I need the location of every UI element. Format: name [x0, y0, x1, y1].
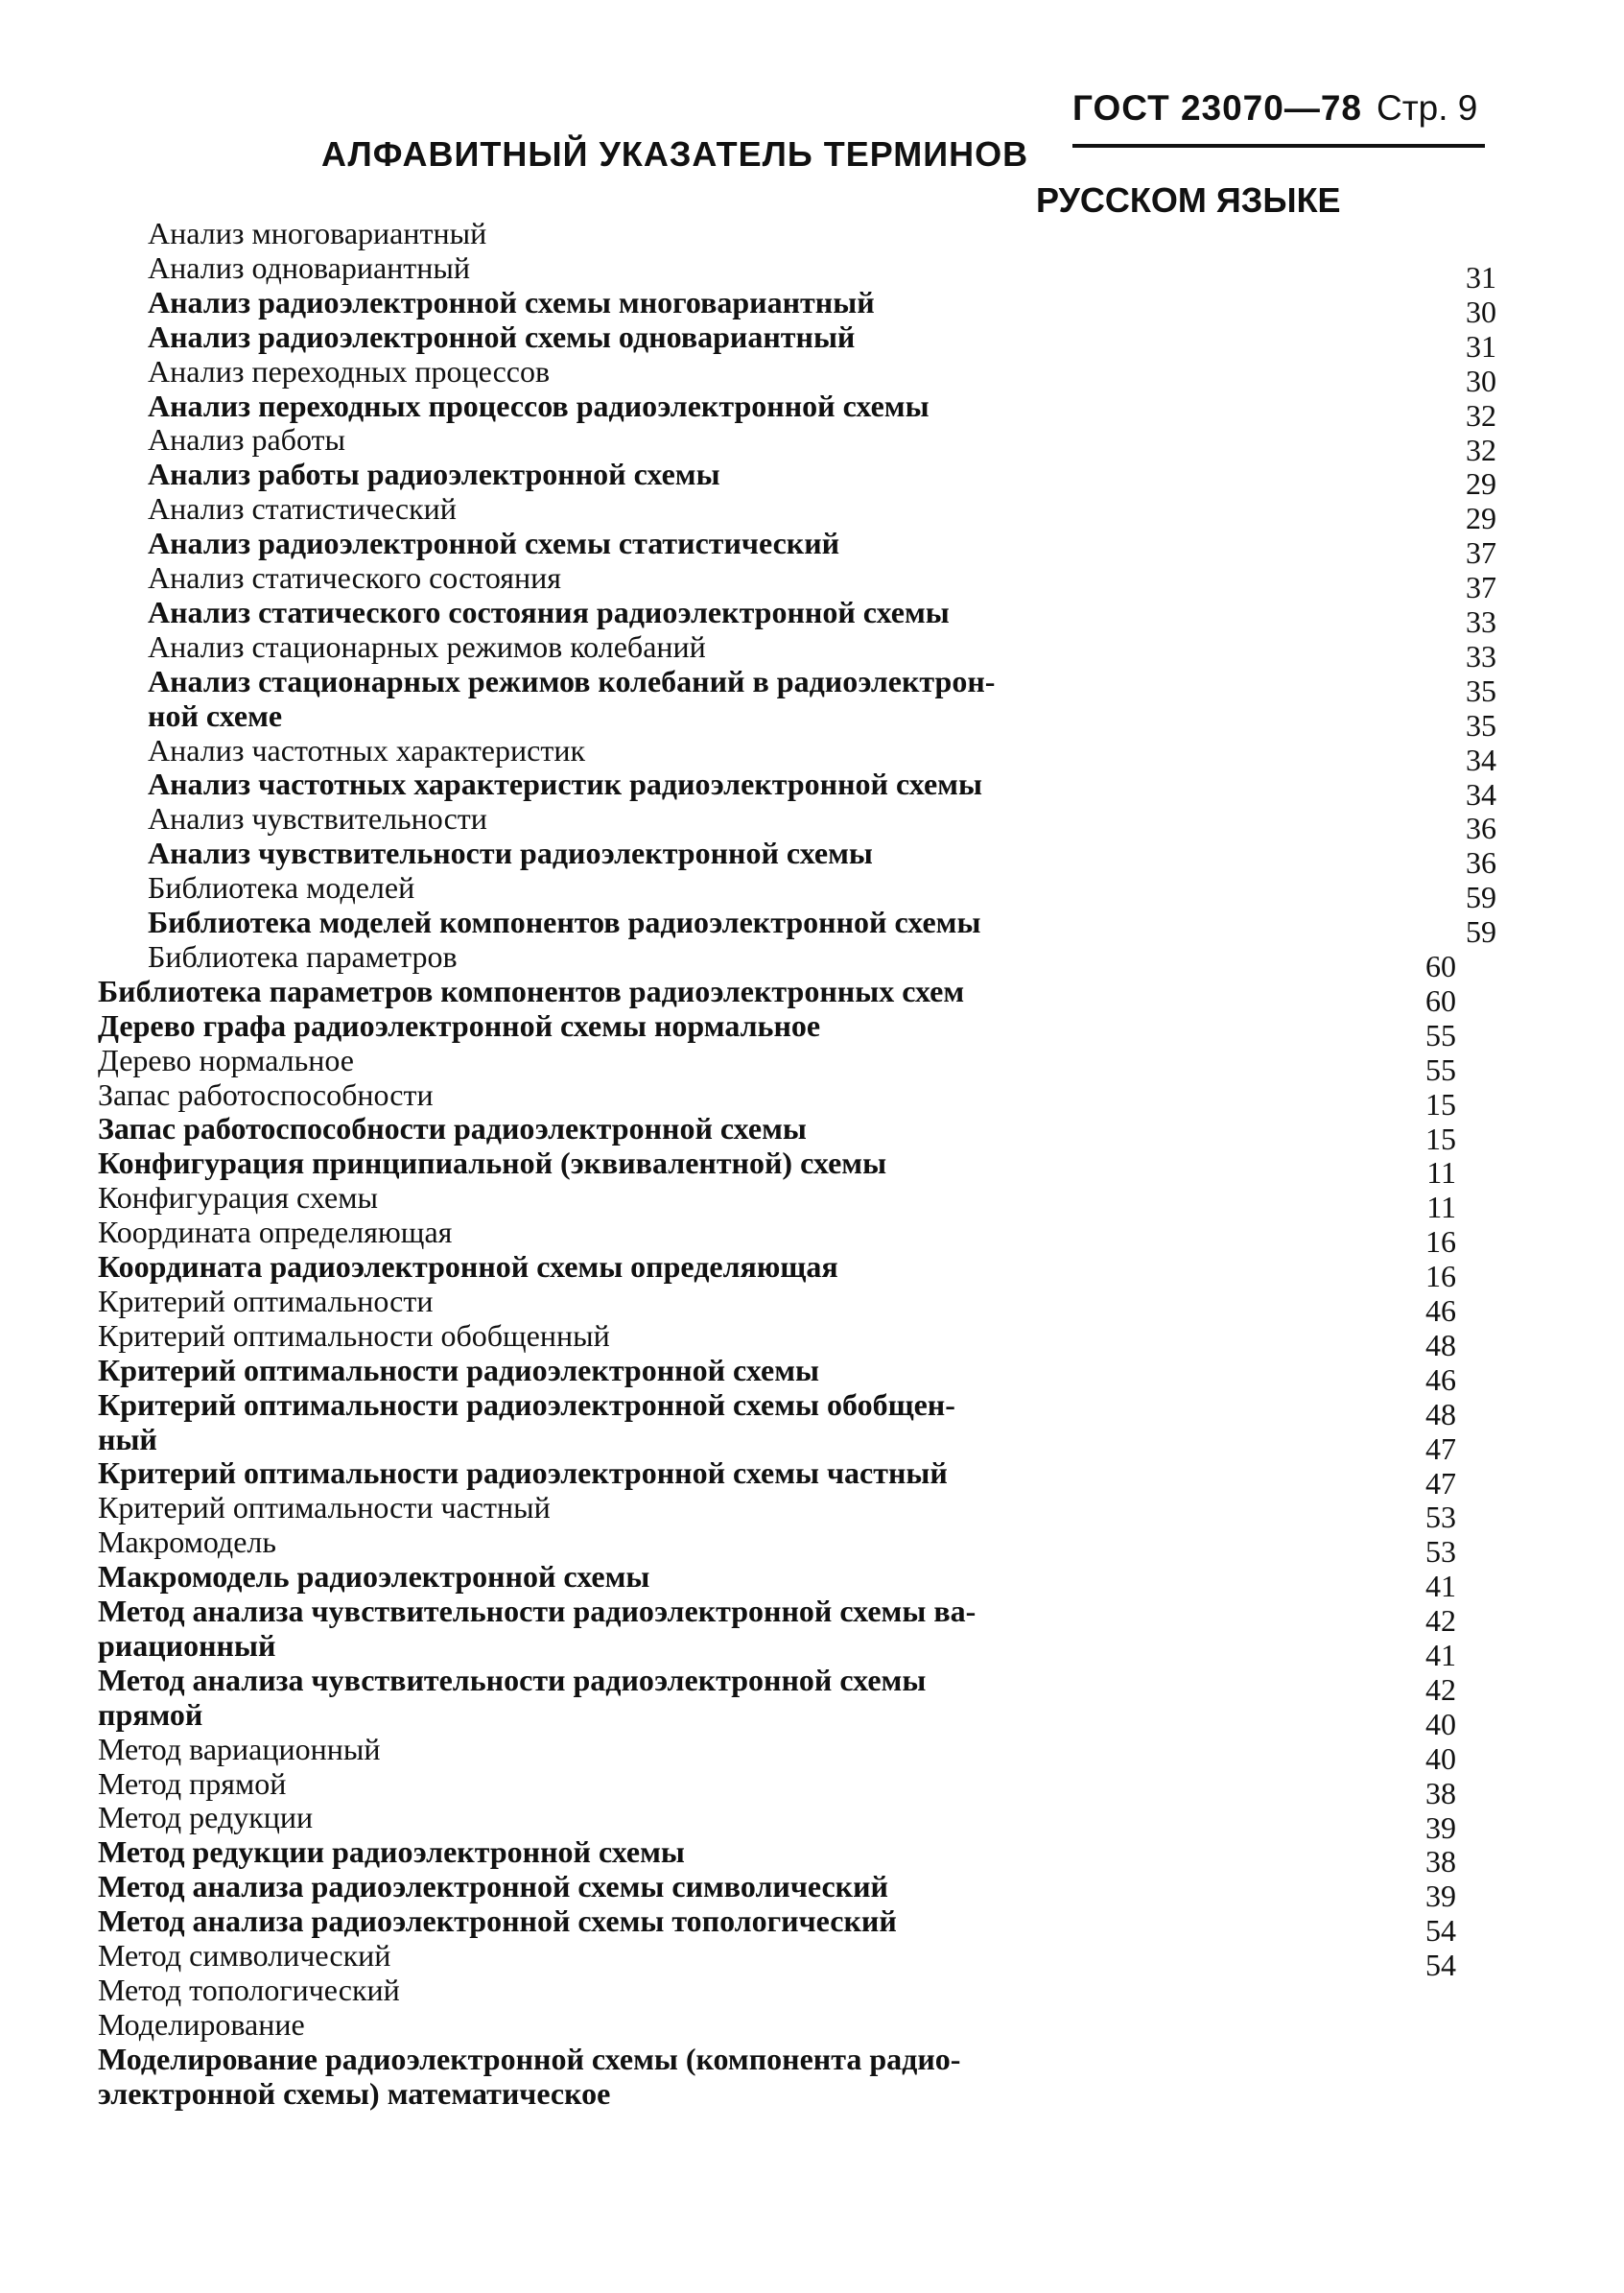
page-reference: 40 [1425, 1706, 1456, 1741]
index-entry: Анализ стационарных режимов колебаний в радиоэлектрон- [148, 663, 996, 698]
page-reference: 39 [1425, 1809, 1456, 1845]
page-reference: 53 [1425, 1500, 1456, 1535]
index-entry: Библиотека моделей [148, 870, 415, 906]
page-reference: 54 [1425, 1948, 1456, 1983]
page-reference: 30 [1466, 363, 1496, 398]
index-title-continued: РУССКОМ ЯЗЫКЕ [1036, 180, 1341, 220]
index-entry: Критерий оптимальности радиоэлектронной схемы частный [98, 1455, 948, 1491]
index-entry: Метод редукции [98, 1800, 314, 1835]
index-entry: Анализ стационарных режимов колебаний [148, 628, 706, 664]
page-number: Стр. 9 [1377, 88, 1478, 128]
index-entry: Анализ чувствительности [148, 801, 487, 837]
index-title: АЛФАВИТНЫЙ УКАЗАТЕЛЬ ТЕРМИНОВ [321, 134, 1029, 174]
page-reference: 32 [1466, 397, 1496, 433]
page-reference: 59 [1466, 914, 1496, 950]
index-entry: Моделирование радиоэлектронной схемы (компонента радио- [98, 2041, 961, 2076]
page-reference: 36 [1466, 845, 1496, 881]
index-entry: Макромодель [98, 1525, 276, 1560]
index-entry: Анализ переходных процессов [148, 353, 551, 389]
page-reference: 36 [1466, 811, 1496, 846]
page-reference: 60 [1425, 949, 1456, 983]
index-entry: Метод прямой [98, 1765, 287, 1801]
page-reference: 37 [1466, 535, 1496, 571]
header-rule [1072, 144, 1485, 148]
index-entry: Анализ статического состояния [148, 560, 561, 595]
page-reference: 40 [1425, 1740, 1456, 1776]
index-entry: Анализ радиоэлектронной схемы многовариантный [148, 284, 875, 319]
index-entry: Анализ статистический [148, 491, 457, 527]
index-entry: Анализ частотных характеристик [148, 732, 585, 768]
index-entry: риационный [98, 1627, 276, 1663]
index-entry: Метод редукции радиоэлектронной схемы [98, 1834, 685, 1870]
page-reference: 38 [1425, 1844, 1456, 1879]
index-entry: Критерий оптимальности радиоэлектронной схемы [98, 1352, 819, 1387]
page-reference: 34 [1466, 742, 1496, 777]
page-reference: 47 [1425, 1465, 1456, 1501]
index-entry: Анализ радиоэлектронной схемы статистический [148, 526, 840, 561]
standard-number: ГОСТ 23070—78 [1072, 88, 1362, 128]
page-reference: 39 [1425, 1879, 1456, 1914]
index-entry: Дерево нормальное [98, 1042, 354, 1077]
page-reference: 42 [1425, 1603, 1456, 1639]
page-reference: 46 [1425, 1293, 1456, 1328]
page-reference: 30 [1466, 294, 1496, 329]
index-entry: Дерево графа радиоэлектронной схемы нормальное [98, 1007, 821, 1043]
index-entry: Анализ статического состояния радиоэлектронной схемы [148, 594, 950, 629]
index-entry: Конфигурация принципиальной (эквивалентной) схемы [98, 1146, 887, 1181]
page-reference: 54 [1425, 1913, 1456, 1949]
index-entry: Библиотека параметров компонентов радиоэлектронных схем [98, 973, 965, 1008]
index-entry: Анализ работы [148, 422, 345, 458]
index-entry: ный [98, 1421, 157, 1456]
index-entry: Анализ чувствительности радиоэлектронной схемы [148, 836, 873, 871]
index-entry: Координата определяющая [98, 1215, 453, 1250]
page-reference: 15 [1425, 1121, 1456, 1156]
page-reference: 15 [1425, 1086, 1456, 1122]
page-reference: 46 [1425, 1361, 1456, 1397]
page-reference: 11 [1426, 1190, 1456, 1225]
index-entry: Метод анализа чувствительности радиоэлектронной схемы ва- [98, 1594, 977, 1628]
page-reference: 53 [1425, 1534, 1456, 1570]
index-entry: Критерий оптимальности радиоэлектронной схемы обобщен- [98, 1386, 955, 1422]
index-entry: Метод топологический [98, 1972, 400, 2007]
page-reference: 55 [1425, 1052, 1456, 1087]
page-reference: 41 [1425, 1638, 1456, 1672]
index-entry: Критерий оптимальности обобщенный [98, 1317, 610, 1353]
index-entry: Запас работоспособности радиоэлектронной схемы [98, 1111, 807, 1146]
index-entry: Метод анализа радиоэлектронной схемы символический [98, 1869, 888, 1904]
index-entry: Анализ частотных характеристик радиоэлектронной схемы [148, 767, 982, 802]
index-entry: Метод символический [98, 1938, 391, 1973]
index-entry: Метод анализа чувствительности радиоэлектронной схемы [98, 1662, 927, 1697]
index-entry: Анализ работы радиоэлектронной схемы [148, 457, 720, 492]
page-reference: 35 [1466, 707, 1496, 743]
page-reference: 38 [1425, 1775, 1456, 1810]
index-entry: электронной схемы) математическое [98, 2075, 611, 2111]
page-reference: 11 [1426, 1155, 1456, 1191]
page-reference: 35 [1466, 673, 1496, 708]
page-reference: 16 [1425, 1259, 1456, 1294]
index-entry: Анализ радиоэлектронной схемы одновариантный [148, 319, 856, 354]
index-entry: Координата радиоэлектронной схемы определяющая [98, 1249, 838, 1284]
page-reference: 33 [1466, 638, 1496, 674]
index-entry: Анализ многовариантный [148, 216, 487, 250]
index-entry: прямой [98, 1696, 203, 1732]
index-entry: Запас работоспособности [98, 1076, 434, 1112]
page-reference: 31 [1466, 328, 1496, 364]
index-entry: Метод вариационный [98, 1731, 381, 1766]
page-reference: 48 [1425, 1396, 1456, 1431]
page-reference: 41 [1425, 1569, 1456, 1604]
page-reference: 55 [1425, 1017, 1456, 1052]
page-reference: 42 [1425, 1671, 1456, 1707]
index-entry: Критерий оптимальности [98, 1283, 434, 1318]
page-reference: 32 [1466, 432, 1496, 467]
page-reference: 48 [1425, 1327, 1456, 1362]
index-entry: Моделирование [98, 2006, 305, 2042]
index-entry: Анализ одновариантный [148, 249, 471, 285]
page-reference: 60 [1425, 982, 1456, 1018]
page-reference: 37 [1466, 570, 1496, 605]
index-entry: ной схеме [148, 697, 283, 733]
page-reference: 34 [1466, 776, 1496, 812]
page-reference: 47 [1425, 1430, 1456, 1466]
page-reference: 59 [1466, 880, 1496, 915]
index-entry: Макромодель радиоэлектронной схемы [98, 1559, 650, 1595]
index-entry: Библиотека параметров [148, 938, 458, 974]
page-reference: 31 [1466, 260, 1496, 295]
index-entry: Критерий оптимальности частный [98, 1490, 551, 1525]
index-entry: Метод анализа радиоэлектронной схемы топологический [98, 1903, 897, 1939]
page-reference: 29 [1466, 466, 1496, 502]
index-entry: Конфигурация схемы [98, 1180, 378, 1216]
page-reference: 29 [1466, 501, 1496, 536]
page-reference: 33 [1466, 604, 1496, 639]
index-entry: Анализ переходных процессов радиоэлектронной схемы [148, 388, 930, 423]
index-entry: Библиотека моделей компонентов радиоэлектронной схемы [148, 905, 981, 939]
page-reference: 16 [1425, 1224, 1456, 1260]
